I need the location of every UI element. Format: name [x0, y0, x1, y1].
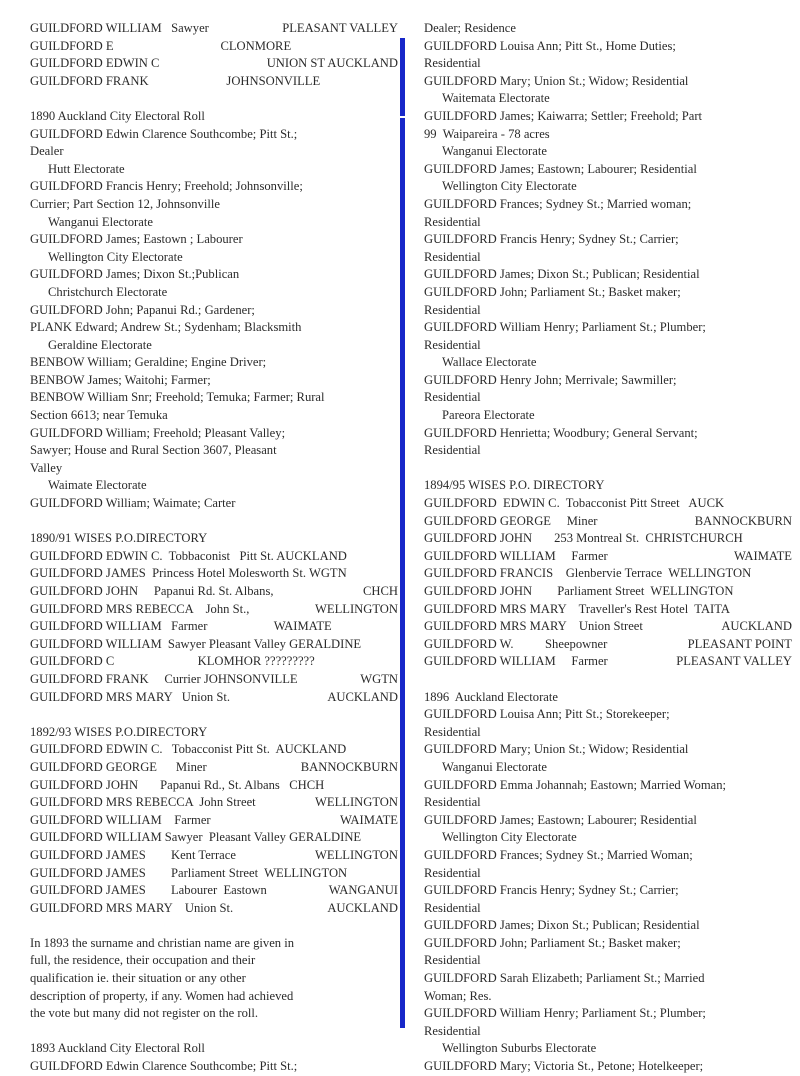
line-text: Residential — [424, 1023, 481, 1038]
text-line — [30, 988, 402, 1006]
line-cell: GUILDFORD MRS REBECCA John St., — [30, 601, 250, 616]
line-text: Wallace Electorate — [442, 355, 537, 370]
line-text: GUILDFORD James; Dixon St.; Publican; Residential — [424, 267, 700, 282]
text-line — [424, 706, 796, 724]
line-cell: GUILDFORD FRANK — [30, 73, 149, 88]
line-text: 1892/93 WISES P.O.DIRECTORY — [30, 724, 208, 739]
text-line — [424, 865, 796, 883]
text-line — [424, 319, 796, 337]
text-line — [30, 55, 402, 73]
line-text: Residential — [424, 302, 481, 317]
text-line — [424, 442, 796, 460]
line-text: Wellington City Electorate — [442, 830, 577, 845]
line-cell: GUILDFORD WILLIAM Farmer — [30, 812, 211, 827]
line-cell: CHCH — [363, 584, 398, 598]
line-text: Wellington City Electorate — [442, 179, 577, 194]
line-text: description of property, if any. Women had achieved — [30, 988, 294, 1003]
line-text: Pareora Electorate — [442, 408, 535, 423]
blank-line — [30, 917, 402, 935]
line-text: GUILDFORD James; Eastown; Labourer; Residential — [424, 161, 697, 176]
line-text: GUILDFORD William Henry; Parliament St.; Plumber; — [424, 320, 706, 335]
line-text: full, the residence, their occupation and their — [30, 953, 256, 968]
line-text: Wanganui Electorate — [442, 144, 547, 159]
line-cell: GUILDFORD JAMES Kent Terrace — [30, 847, 236, 862]
line-cell: PLEASANT VALLEY — [676, 654, 792, 669]
text-line — [424, 477, 796, 495]
text-line — [30, 214, 402, 232]
text-line — [30, 865, 402, 883]
line-cell: WAIMATE — [733, 548, 792, 563]
line-text: GUILDFORD James; Eastown ; Labourer — [30, 232, 243, 247]
line-text: GUILDFORD Emma Johannah; Eastown; Married Woman; — [424, 777, 727, 792]
text-line — [424, 513, 796, 531]
line-cell: KLOMHOR ????????? — [197, 654, 315, 669]
line-text: In 1893 the surname and christian name are given in — [30, 935, 295, 950]
line-cell: GUILDFORD JAMES Parliament Street WELLINGTON — [30, 865, 348, 880]
line-cell: BANNOCKBURN — [300, 759, 398, 774]
line-cell: WELLINGTON — [314, 847, 398, 862]
line-text: GUILDFORD Mary; Union St.; Widow; Residential — [424, 73, 689, 88]
text-line — [424, 108, 796, 126]
line-cell: AUCKLAND — [327, 900, 398, 915]
line-cell: GUILDFORD WILLIAM Sawyer Pleasant Valley GERALDINE — [30, 636, 362, 651]
blank-line — [30, 513, 402, 531]
line-cell: GUILDFORD GEORGE Miner — [30, 759, 207, 774]
text-line — [30, 477, 402, 495]
text-line — [424, 73, 796, 91]
line-text: Currier; Part Section 12, Johnsonville — [30, 196, 220, 211]
text-line — [424, 653, 796, 671]
line-cell: WAIMATE — [273, 619, 332, 634]
line-text: 1896 Auckland Electorate — [424, 689, 558, 704]
text-line — [424, 900, 796, 918]
line-text: GUILDFORD Henrietta; Woodbury; General Servant; — [424, 425, 698, 440]
text-line — [30, 249, 402, 267]
text-line — [424, 1040, 796, 1058]
line-cell: GUILDFORD E — [30, 38, 114, 53]
text-line — [424, 389, 796, 407]
line-text: GUILDFORD Francis Henry; Sydney St.; Carrier; — [424, 883, 679, 898]
text-line — [30, 671, 402, 689]
line-text: GUILDFORD Frances; Sydney St.; Married woman; — [424, 196, 692, 211]
line-cell: GUILDFORD EDWIN C. Tobacconist Pitt Street AUCK — [424, 496, 725, 511]
line-text: Residential — [424, 337, 481, 352]
line-text: GUILDFORD James; Dixon St.; Publican; Residential — [424, 918, 700, 933]
line-text: Residential — [424, 795, 481, 810]
line-text: 1894/95 WISES P.O. DIRECTORY — [424, 478, 605, 493]
text-line — [424, 337, 796, 355]
text-line — [424, 407, 796, 425]
text-line — [30, 1005, 402, 1023]
text-line — [424, 214, 796, 232]
text-line — [424, 759, 796, 777]
text-line — [424, 196, 796, 214]
text-line — [30, 389, 402, 407]
line-text: Wellington City Electorate — [48, 249, 183, 264]
line-text: Valley — [30, 460, 63, 475]
line-cell: GUILDFORD JOHN Papanui Rd., St. Albans CHCH — [30, 777, 325, 792]
text-line — [424, 38, 796, 56]
text-line — [30, 847, 402, 865]
line-text: 1893 Auckland City Electoral Roll — [30, 1041, 205, 1056]
text-line — [30, 425, 402, 443]
line-text: Wanganui Electorate — [48, 214, 153, 229]
text-line — [424, 249, 796, 267]
text-line — [424, 266, 796, 284]
line-cell: GUILDFORD MRS MARY Union St. — [30, 900, 234, 915]
text-line — [30, 284, 402, 302]
line-cell: GUILDFORD MRS REBECCA John Street — [30, 795, 256, 810]
text-line — [424, 126, 796, 144]
line-cell: GUILDFORD FRANCIS Glenbervie Terrace WELLINGTON — [424, 566, 752, 581]
text-line — [30, 882, 402, 900]
text-line — [424, 829, 796, 847]
line-text: Waitemata Electorate — [442, 91, 550, 106]
line-cell: WANGANUI — [328, 883, 398, 898]
line-text: GUILDFORD James; Kaiwarra; Settler; Freehold; Part — [424, 108, 703, 123]
blank-line — [30, 706, 402, 724]
line-text: Christchurch Electorate — [48, 284, 168, 299]
text-line — [424, 812, 796, 830]
line-text: 1890/91 WISES P.O.DIRECTORY — [30, 531, 208, 546]
text-line — [30, 952, 402, 970]
text-line — [30, 777, 402, 795]
line-text: Residential — [424, 390, 481, 405]
line-text: BENBOW James; Waitohi; Farmer; — [30, 372, 211, 387]
text-line — [424, 970, 796, 988]
line-cell: GUILDFORD W. Sheepowner — [424, 636, 608, 651]
text-line — [30, 20, 402, 38]
line-cell: WELLINGTON — [314, 601, 398, 616]
line-text: Residential — [424, 900, 481, 915]
text-line — [424, 988, 796, 1006]
line-text: GUILDFORD John; Parliament St.; Basket maker; — [424, 284, 681, 299]
text-line — [424, 777, 796, 795]
line-cell: JOHNSONVILLE — [226, 73, 321, 88]
text-line — [424, 425, 796, 443]
text-line — [30, 724, 402, 742]
line-text: GUILDFORD John; Papanui Rd.; Gardener; — [30, 302, 255, 317]
text-line — [30, 73, 402, 91]
line-text: GUILDFORD Sarah Elizabeth; Parliament St.; Married — [424, 971, 705, 986]
text-line — [30, 407, 402, 425]
line-cell: AUCKLAND — [721, 619, 792, 634]
text-line — [424, 618, 796, 636]
text-line — [30, 460, 402, 478]
text-line — [30, 1058, 402, 1076]
line-text: Dealer — [30, 144, 64, 159]
line-text: Wellington Suburbs Electorate — [442, 1041, 597, 1056]
line-text: Residential — [424, 953, 481, 968]
text-line — [424, 882, 796, 900]
line-text: GUILDFORD Mary; Union St.; Widow; Residential — [424, 742, 689, 757]
text-line — [30, 319, 402, 337]
text-line — [30, 618, 402, 636]
line-text: Geraldine Electorate — [48, 337, 152, 352]
line-cell: GUILDFORD WILLIAM Sawyer — [30, 21, 209, 35]
text-line — [30, 302, 402, 320]
text-line — [30, 794, 402, 812]
line-text: Residential — [424, 443, 481, 458]
text-line — [30, 935, 402, 953]
line-text: Residential — [424, 865, 481, 880]
text-line — [424, 565, 796, 583]
line-text: GUILDFORD Mary; Victoria St., Petone; Hotelkeeper; — [424, 1059, 704, 1074]
line-cell: GUILDFORD MRS MARY Union St. — [30, 689, 231, 704]
text-line — [424, 302, 796, 320]
text-line — [30, 970, 402, 988]
text-line — [424, 724, 796, 742]
text-line — [30, 231, 402, 249]
line-text: BENBOW William; Geraldine; Engine Driver; — [30, 355, 267, 370]
line-cell: GUILDFORD WILLIAM Farmer — [30, 619, 208, 634]
line-text: Waimate Electorate — [48, 478, 147, 493]
line-cell: CLONMORE — [220, 38, 292, 53]
line-cell: GUILDFORD JAMES Labourer Eastown — [30, 883, 267, 898]
line-text: GUILDFORD Edwin Clarence Southcombe; Pitt St.; — [30, 126, 298, 141]
line-cell: GUILDFORD EDWIN C. Tobacconist Pitt St. AUCKLAND — [30, 742, 347, 757]
line-cell: GUILDFORD EDWIN C — [30, 56, 160, 71]
line-cell: UNION ST AUCKLAND — [266, 56, 398, 71]
text-line — [424, 90, 796, 108]
text-line — [30, 442, 402, 460]
line-text: Dealer; Residence — [424, 21, 516, 35]
text-line — [30, 495, 402, 513]
left-column — [30, 20, 402, 1076]
line-text: GUILDFORD Louisa Ann; Pitt St.; Storekeeper; — [424, 707, 670, 722]
text-line — [424, 495, 796, 513]
line-text: GUILDFORD Frances; Sydney St.; Married Woman; — [424, 847, 693, 862]
line-cell: GUILDFORD MRS MARY Traveller's Rest Hotel TAITA — [424, 601, 731, 616]
line-text: Residential — [424, 724, 481, 739]
text-line — [30, 161, 402, 179]
line-cell: AUCKLAND — [327, 689, 398, 704]
line-text: Sawyer; House and Rural Section 3607, Pleasant — [30, 443, 277, 458]
line-text: BENBOW William Snr; Freehold; Temuka; Farmer; Rural — [30, 390, 325, 405]
text-line — [30, 196, 402, 214]
text-line — [30, 900, 402, 918]
text-line — [30, 266, 402, 284]
text-line — [424, 284, 796, 302]
line-cell: GUILDFORD JOHN 253 Montreal St. CHRISTCHURCH — [424, 531, 743, 546]
line-cell: GUILDFORD MRS MARY Union Street — [424, 619, 643, 634]
line-text: GUILDFORD Edwin Clarence Southcombe; Pitt St.; — [30, 1059, 298, 1074]
text-line — [424, 178, 796, 196]
line-cell: GUILDFORD GEORGE Miner — [424, 513, 598, 528]
text-line — [424, 548, 796, 566]
line-text: GUILDFORD William Henry; Parliament St.; Plumber; — [424, 1006, 706, 1021]
line-cell: PLEASANT POINT — [687, 636, 792, 651]
line-text: Residential — [424, 56, 481, 71]
text-line — [424, 601, 796, 619]
text-line — [424, 952, 796, 970]
line-text: Residential — [424, 214, 481, 229]
right-column — [424, 20, 796, 1076]
text-line — [424, 935, 796, 953]
line-cell: GUILDFORD WILLIAM Sawyer Pleasant Valley GERALDINE — [30, 830, 362, 845]
text-line — [30, 126, 402, 144]
text-line — [30, 530, 402, 548]
text-line — [424, 583, 796, 601]
text-line — [424, 231, 796, 249]
text-line — [30, 601, 402, 619]
text-line — [424, 20, 796, 38]
text-line — [30, 812, 402, 830]
line-cell: WGTN — [360, 671, 398, 686]
text-line — [30, 565, 402, 583]
text-line — [424, 847, 796, 865]
text-line — [424, 917, 796, 935]
text-line — [30, 337, 402, 355]
text-line — [424, 161, 796, 179]
text-line — [424, 636, 796, 654]
line-text: GUILDFORD Francis Henry; Freehold; Johnsonville; — [30, 179, 303, 194]
text-line — [30, 108, 402, 126]
text-line — [424, 794, 796, 812]
line-text: PLANK Edward; Andrew St.; Sydenham; Blacksmith — [30, 320, 302, 335]
text-line — [424, 1023, 796, 1041]
text-line — [30, 689, 402, 707]
text-line — [30, 354, 402, 372]
text-line — [424, 354, 796, 372]
blank-line — [424, 460, 796, 478]
line-text: Wanganui Electorate — [442, 759, 547, 774]
line-text: GUILDFORD James; Eastown; Labourer; Residential — [424, 812, 697, 827]
line-text: Section 6613; near Temuka — [30, 408, 168, 423]
text-line — [424, 372, 796, 390]
text-line — [424, 55, 796, 73]
line-cell: GUILDFORD JOHN Papanui Rd. St. Albans, — [30, 584, 274, 598]
text-line — [30, 583, 402, 601]
text-line — [30, 143, 402, 161]
line-text: GUILDFORD Francis Henry; Sydney St.; Carrier; — [424, 232, 679, 247]
blank-line — [30, 1023, 402, 1041]
line-text: Residential — [424, 249, 481, 264]
line-text: GUILDFORD William; Freehold; Pleasant Valley; — [30, 425, 286, 440]
text-line — [424, 1058, 796, 1076]
text-line — [424, 1005, 796, 1023]
text-line — [424, 143, 796, 161]
text-line — [424, 689, 796, 707]
text-line — [30, 1040, 402, 1058]
line-text: Woman; Res. — [424, 988, 492, 1003]
line-cell: BANNOCKBURN — [694, 513, 792, 528]
line-cell: GUILDFORD JOHN Parliament Street WELLINGTON — [424, 584, 734, 598]
line-text: GUILDFORD William; Waimate; Carter — [30, 496, 236, 511]
line-text: GUILDFORD James; Dixon St.;Publican — [30, 267, 240, 282]
text-line — [30, 178, 402, 196]
text-line — [30, 741, 402, 759]
line-text: GUILDFORD John; Parliament St.; Basket maker; — [424, 935, 681, 950]
line-cell: PLEASANT VALLEY — [282, 21, 398, 35]
line-text: the vote but many did not register on the roll. — [30, 1006, 259, 1021]
text-line — [30, 38, 402, 56]
text-line — [30, 759, 402, 777]
line-cell: GUILDFORD JAMES Princess Hotel Molesworth St. WGTN — [30, 566, 347, 581]
line-cell: GUILDFORD EDWIN C. Tobbaconist Pitt St. AUCKLAND — [30, 548, 347, 563]
line-text: GUILDFORD Louisa Ann; Pitt St., Home Duties; — [424, 38, 676, 53]
text-line — [30, 636, 402, 654]
blank-line — [30, 90, 402, 108]
text-line — [424, 530, 796, 548]
text-line — [424, 741, 796, 759]
text-line — [30, 548, 402, 566]
line-text: GUILDFORD Henry John; Merrivale; Sawmiller; — [424, 372, 677, 387]
line-cell: GUILDFORD WILLIAM Farmer — [424, 654, 608, 669]
line-cell: WAIMATE — [339, 812, 398, 827]
text-line — [30, 829, 402, 847]
line-text: 1890 Auckland City Electoral Roll — [30, 108, 205, 123]
line-cell: WELLINGTON — [314, 795, 398, 810]
text-line — [30, 372, 402, 390]
line-text: 99 Waipareira - 78 acres — [424, 126, 550, 141]
line-cell: GUILDFORD WILLIAM Farmer — [424, 548, 608, 563]
blank-line — [424, 671, 796, 689]
line-text: qualification ie. their situation or any other — [30, 971, 246, 986]
line-text: Hutt Electorate — [48, 161, 125, 176]
text-line — [30, 653, 402, 671]
line-cell: GUILDFORD C — [30, 654, 115, 669]
line-cell: GUILDFORD FRANK Currier JOHNSONVILLE — [30, 671, 298, 686]
